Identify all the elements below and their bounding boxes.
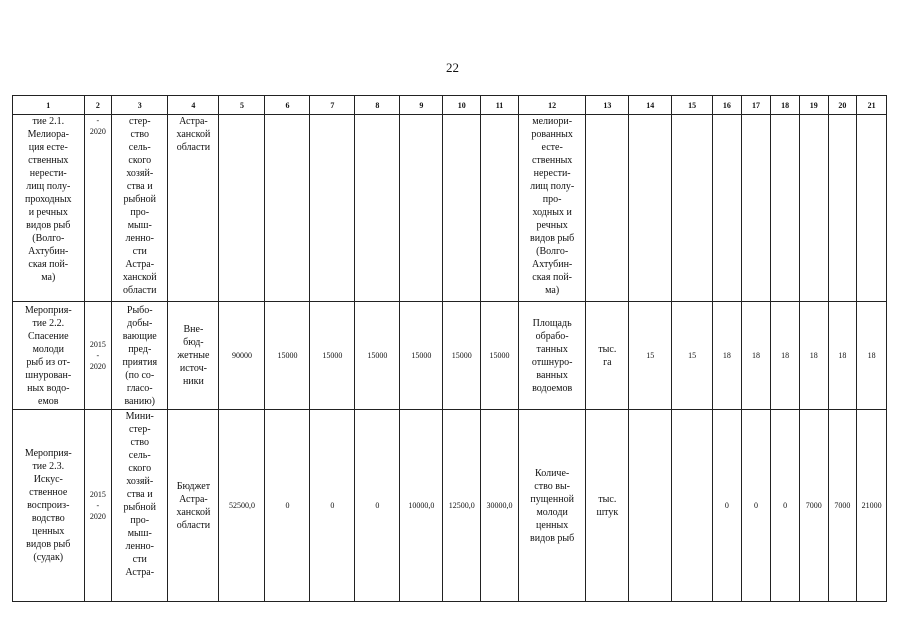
period-cell: - 2020: [84, 115, 112, 302]
column-header: 21: [857, 96, 887, 115]
program-table: [12, 95, 887, 602]
indicator-value-cell: [629, 115, 672, 302]
column-header: 2: [84, 96, 112, 115]
measure-name-cell: Мероприя- тие 2.2. Спасение молоди рыб из от- шнурован- ных водо- емов: [13, 302, 85, 410]
indicator-name-cell: мелиори- рованных есте- ственных нерести- лищ полу- про- ходных и речных видов рыб (Волго- Ахтубин- ская пой- ма): [518, 115, 585, 302]
funding-2020-cell: 30000,0: [481, 410, 519, 602]
column-header: 1: [13, 96, 85, 115]
column-header: 11: [481, 96, 519, 115]
indicator-value-cell: [828, 115, 857, 302]
funding-2017-cell: 15000: [355, 302, 400, 410]
column-header: 4: [168, 96, 219, 115]
unit-cell: тыс. га: [586, 302, 629, 410]
period-cell: 2015 - 2020: [84, 302, 112, 410]
column-header: 5: [219, 96, 265, 115]
funding-source-cell: Астра- ханской области: [168, 115, 219, 302]
indicator-name-cell: Количе- ство вы- пущенной молоди ценных видов рыб: [518, 410, 585, 602]
indicator-value-cell: [771, 115, 800, 302]
column-header: 20: [828, 96, 857, 115]
executor-cell: Рыбо- добы- вающие пред- приятия (по со- гласо- ванию): [112, 302, 168, 410]
indicator-value-cell: [741, 115, 771, 302]
indicator-value-cell: 0: [713, 410, 742, 602]
indicator-value-cell: [713, 115, 742, 302]
indicator-value-cell: [799, 115, 828, 302]
funding-2019-cell: [443, 115, 481, 302]
table-row: [13, 302, 887, 410]
funding-2017-cell: 0: [355, 410, 400, 602]
column-header: 18: [771, 96, 800, 115]
indicator-value-cell: [672, 115, 713, 302]
column-header: 3: [112, 96, 168, 115]
funding-2018-cell: [400, 115, 443, 302]
indicator-value-cell: 18: [713, 302, 742, 410]
funding-total-cell: 90000: [219, 302, 265, 410]
column-header: 19: [799, 96, 828, 115]
column-header: 14: [629, 96, 672, 115]
indicator-value-cell: 18: [799, 302, 828, 410]
column-header: 6: [265, 96, 310, 115]
funding-2015-cell: 0: [265, 410, 310, 602]
executor-cell: Мини- стер- ство сель- ского хозяй- ства и рыбной про- мыш- ленно- сти Астра-: [112, 410, 168, 602]
page-number: 22: [446, 60, 459, 75]
indicator-value-cell: 0: [741, 410, 771, 602]
unit-cell: тыс. штук: [586, 410, 629, 602]
period-cell: 2015 - 2020: [84, 410, 112, 602]
column-header: 15: [672, 96, 713, 115]
indicator-value-cell: 0: [771, 410, 800, 602]
unit-cell: [586, 115, 629, 302]
funding-2015-cell: 15000: [265, 302, 310, 410]
column-header: 10: [443, 96, 481, 115]
indicator-value-cell: [672, 410, 713, 602]
executor-cell: стер- ство сель- ского хозяй- ства и рыбной про- мыш- ленно- сти Астра- ханской области: [112, 115, 168, 302]
column-header: 9: [400, 96, 443, 115]
indicator-value-cell: 7000: [799, 410, 828, 602]
indicator-value-cell: [629, 410, 672, 602]
funding-2020-cell: 15000: [481, 302, 519, 410]
column-header: 16: [713, 96, 742, 115]
column-header: 12: [518, 96, 585, 115]
measure-name-cell: тие 2.1. Мелиора- ция есте- ственных нерести- лищ полу- проходных и речных видов рыб (Волго- Ахтубин- ская пой- ма): [13, 115, 85, 302]
indicator-value-cell: 18: [741, 302, 771, 410]
column-header: 7: [310, 96, 355, 115]
funding-2020-cell: [481, 115, 519, 302]
funding-source-cell: Бюджет Астра- ханской области: [168, 410, 219, 602]
header-row: [13, 96, 887, 115]
column-header: 13: [586, 96, 629, 115]
funding-total-cell: [219, 115, 265, 302]
funding-2017-cell: [355, 115, 400, 302]
indicator-value-cell: 18: [828, 302, 857, 410]
indicator-value-cell: 15: [672, 302, 713, 410]
funding-2016-cell: [310, 115, 355, 302]
funding-source-cell: Вне- бюд- жетные источ- ники: [168, 302, 219, 410]
funding-total-cell: 52500,0: [219, 410, 265, 602]
funding-2016-cell: 0: [310, 410, 355, 602]
funding-2019-cell: 12500,0: [443, 410, 481, 602]
indicator-value-cell: 7000: [828, 410, 857, 602]
funding-2019-cell: 15000: [443, 302, 481, 410]
funding-2018-cell: 15000: [400, 302, 443, 410]
indicator-name-cell: Площадь обрабо- танных отшнуро- ванных водоемов: [518, 302, 585, 410]
indicator-value-cell: 21000: [857, 410, 887, 602]
funding-2015-cell: [265, 115, 310, 302]
column-header: 17: [741, 96, 771, 115]
column-header: 8: [355, 96, 400, 115]
measure-name-cell: Мероприя- тие 2.3. Искус- ственное воспроиз- водство ценных видов рыб (судак): [13, 410, 85, 602]
funding-2018-cell: 10000,0: [400, 410, 443, 602]
indicator-value-cell: 18: [857, 302, 887, 410]
indicator-value-cell: 18: [771, 302, 800, 410]
indicator-value-cell: [857, 115, 887, 302]
indicator-value-cell: 15: [629, 302, 672, 410]
funding-2016-cell: 15000: [310, 302, 355, 410]
table-row: [13, 115, 887, 302]
table-row: [13, 410, 887, 602]
